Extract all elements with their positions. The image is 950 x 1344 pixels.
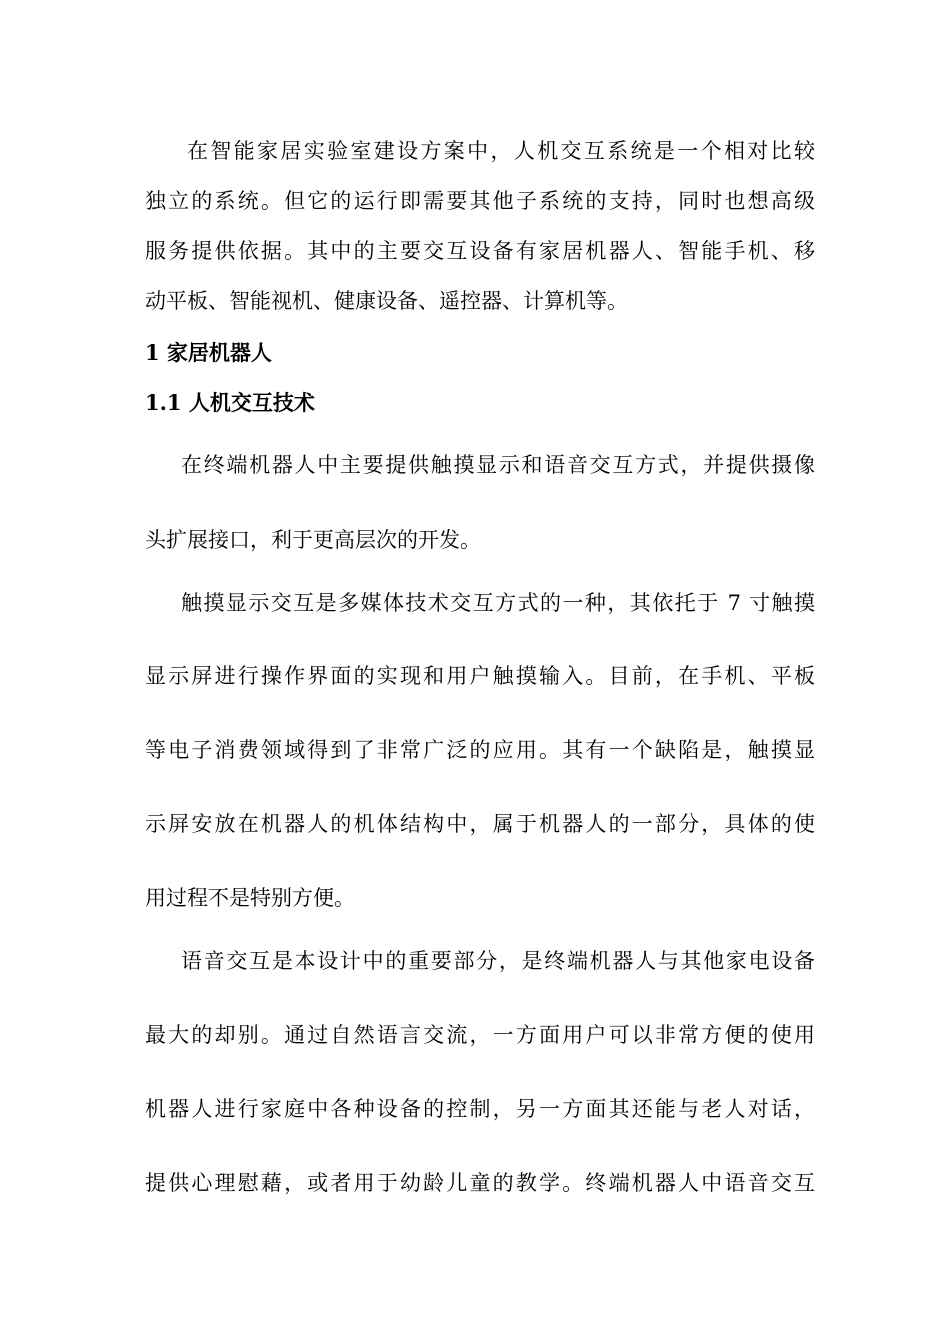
para1-line-1: 在终端机器人中主要提供触摸显示和语音交互方式，并提供摄像: [181, 453, 815, 477]
intro-line-3: 服务提供依据。其中的主要交互设备有家居机器人、智能手机、移: [145, 239, 815, 263]
para2-line-3: 等电子消费领域得到了非常广泛的应用。其有一个缺陷是，触摸显: [145, 738, 815, 762]
para3-line-1: 语音交互是本设计中的重要部分，是终端机器人与其他家电设备: [181, 949, 815, 973]
section-1-heading: 1 家居机器人: [145, 340, 272, 365]
para2-line-4: 示屏安放在机器人的机体结构中，属于机器人的一部分，具体的使: [145, 812, 815, 836]
para2-line-1: 触摸显示交互是多媒体技术交互方式的一种，其依托于 7 寸触摸: [181, 591, 815, 615]
intro-line-1: 在智能家居实验室建设方案中，人机交互系统是一个相对比较: [187, 139, 815, 163]
para3-line-2: 最大的却别。通过自然语言交流，一方面用户可以非常方便的使用: [145, 1023, 815, 1047]
intro-line-2: 独立的系统。但它的运行即需要其他子系统的支持，同时也想高级: [145, 189, 815, 213]
para1-line-2: 头扩展接口，利于更高层次的开发。: [145, 528, 481, 552]
para2-line-5: 用过程不是特别方便。: [145, 886, 355, 910]
section-1-1-heading: 1.1 人机交互技术: [145, 390, 315, 415]
intro-line-4: 动平板、智能视机、健康设备、遥控器、计算机等。: [145, 289, 628, 313]
para2-line-2: 显示屏进行操作界面的实现和用户触摸输入。目前，在手机、平板: [145, 664, 815, 688]
para3-line-3: 机器人进行家庭中各种设备的控制，另一方面其还能与老人对话，: [145, 1097, 815, 1121]
para3-line-4: 提供心理慰藉，或者用于幼龄儿童的教学。终端机器人中语音交互: [145, 1171, 815, 1195]
